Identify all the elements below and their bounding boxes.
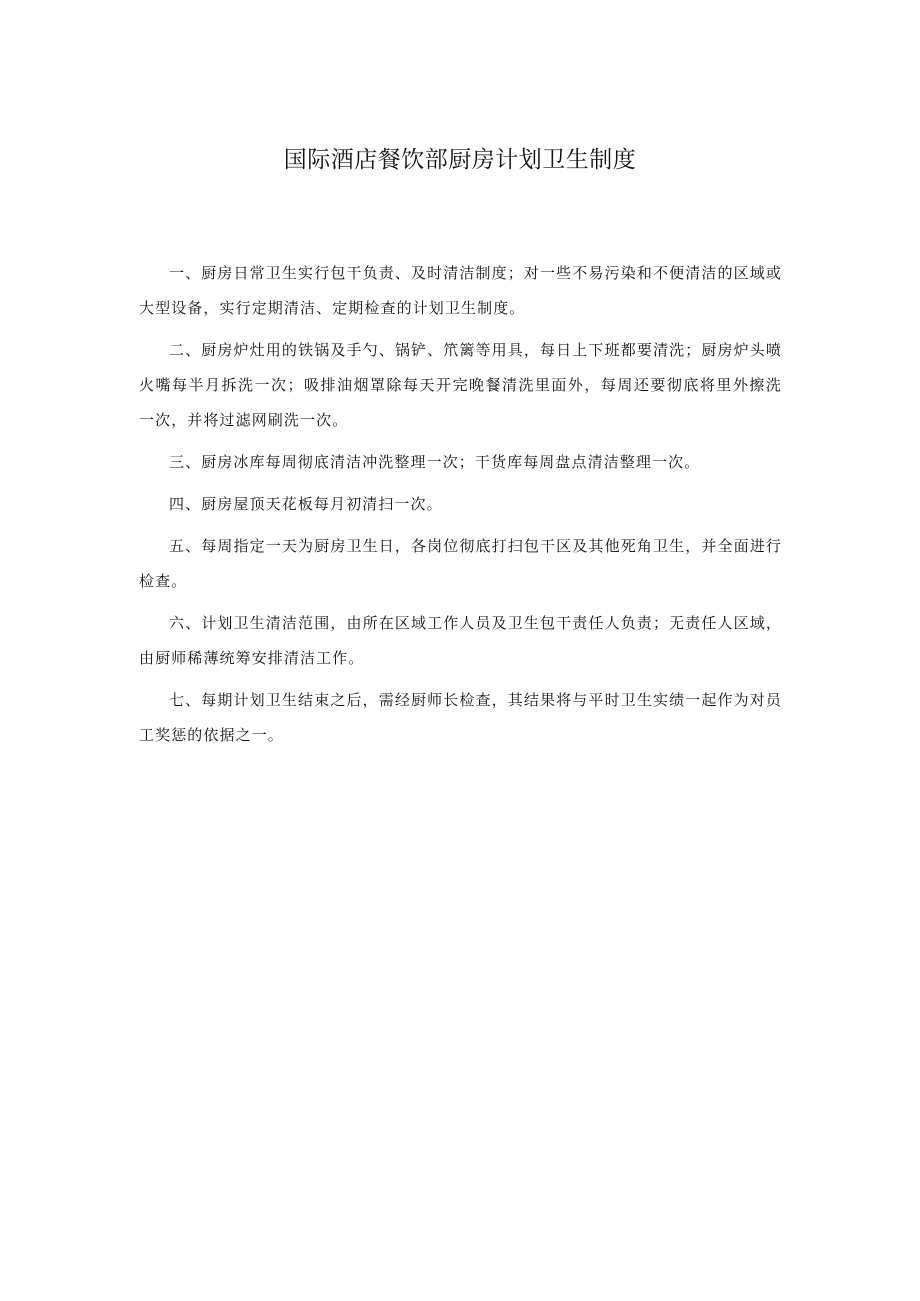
paragraph-7: 七、每期计划卫生结束之后，需经厨师长检查，其结果将与平时卫生实绩一起作为对员工奖惩的依据之一。: [139, 691, 782, 744]
paragraph-6: 六、计划卫生清洁范围，由所在区域工作人员及卫生包干责任人负责；无责任人区域，由厨师稀薄统筹安排清洁工作。: [139, 614, 782, 667]
paragraph-1: 一、厨房日常卫生实行包干负责、及时清洁制度；对一些不易污染和不便清洁的区域或大型设备，实行定期清洁、定期检查的计划卫生制度。: [139, 264, 782, 317]
document-body: [139, 256, 782, 760]
document-title: 国际酒店餐饮部厨房计划卫生制度: [283, 147, 637, 173]
paragraph-3: 三、厨房冰库每周彻底清洁冲洗整理一次；干货库每周盘点清洁整理一次。: [169, 453, 701, 471]
paragraph-2: 二、厨房炉灶用的铁锅及手勺、锅铲、笊篱等用具，每日上下班都要清洗；厨房炉头喷火嘴每半月拆洗一次；吸排油烟罩除每天开完晚餐清洗里面外，每周还要彻底将里外擦洗一次，并将过滤网刷洗一次。: [139, 341, 782, 429]
paragraph-4: 四、厨房屋顶天花板每月初清扫一次。: [169, 495, 443, 513]
paragraph-5: 五、每周指定一天为厨房卫生日，各岗位彻底打扫包干区及其他死角卫生，并全面进行检查。: [139, 537, 782, 590]
